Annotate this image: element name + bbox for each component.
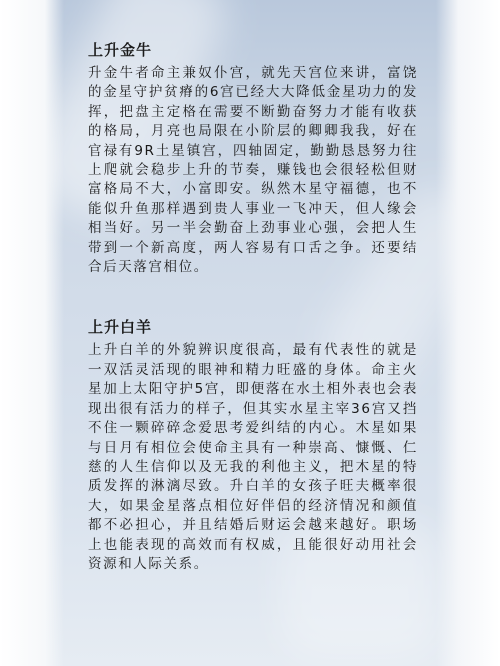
section-aries-rising [88,317,418,574]
section-body: 升金牛者命主兼奴仆宫，就先天宫位来讲，富饶的金星守护贫瘠的6宫已经大大降低金星功力的发挥，把盘主定格在需要不断勤奋努力才能有收获的格局，月亮也局限在小阶层的卿卿我我，好在官禄有9R土星镇宫，四轴固定，勤勤恳恳努力往上爬就会稳步上升的节奏，赚钱也会很轻松但财富格局不大，小富即安。纵然木星守福德，也不能似升鱼那样遇到贵人事业一飞冲天，但人缘会相当好。另一半会勤奋上劲事业心强，会把人生带到一个新高度，两人容易有口舌之争。还要结合后天落宫相位。 [88,65,418,276]
section-taurus-rising [88,40,418,277]
section-body: 上升白羊的外貌辨识度很高，最有代表性的就是一双活灵活现的眼神和精力旺盛的身体。命主火星加上太阳守护5宫，即便落在水土相外表也会表现出很有活力的样子，但其实水星主宰36宫又挡不住一颗碎碎念爱思考爱纠结的内心。木星如果与日月有相位会使命主具有一种崇高、慷慨、仁慈的人生信仰以及无我的利他主义，把木星的特质发挥的淋漓尽致。升白羊的女孩子旺夫概率很大，如果金星落点相位好伴侣的经济情况和颜值都不必担心，并且结婚后财运会越来越好。职场上也能表现的高效而有权威，且能很好动用社会资源和人际关系。 [88,342,418,572]
left-border-strip [0,0,64,666]
section-title: 上升白羊 [88,318,153,337]
right-border-strip [436,0,500,666]
article-content [88,40,418,614]
section-title: 上升金牛 [88,41,153,59]
